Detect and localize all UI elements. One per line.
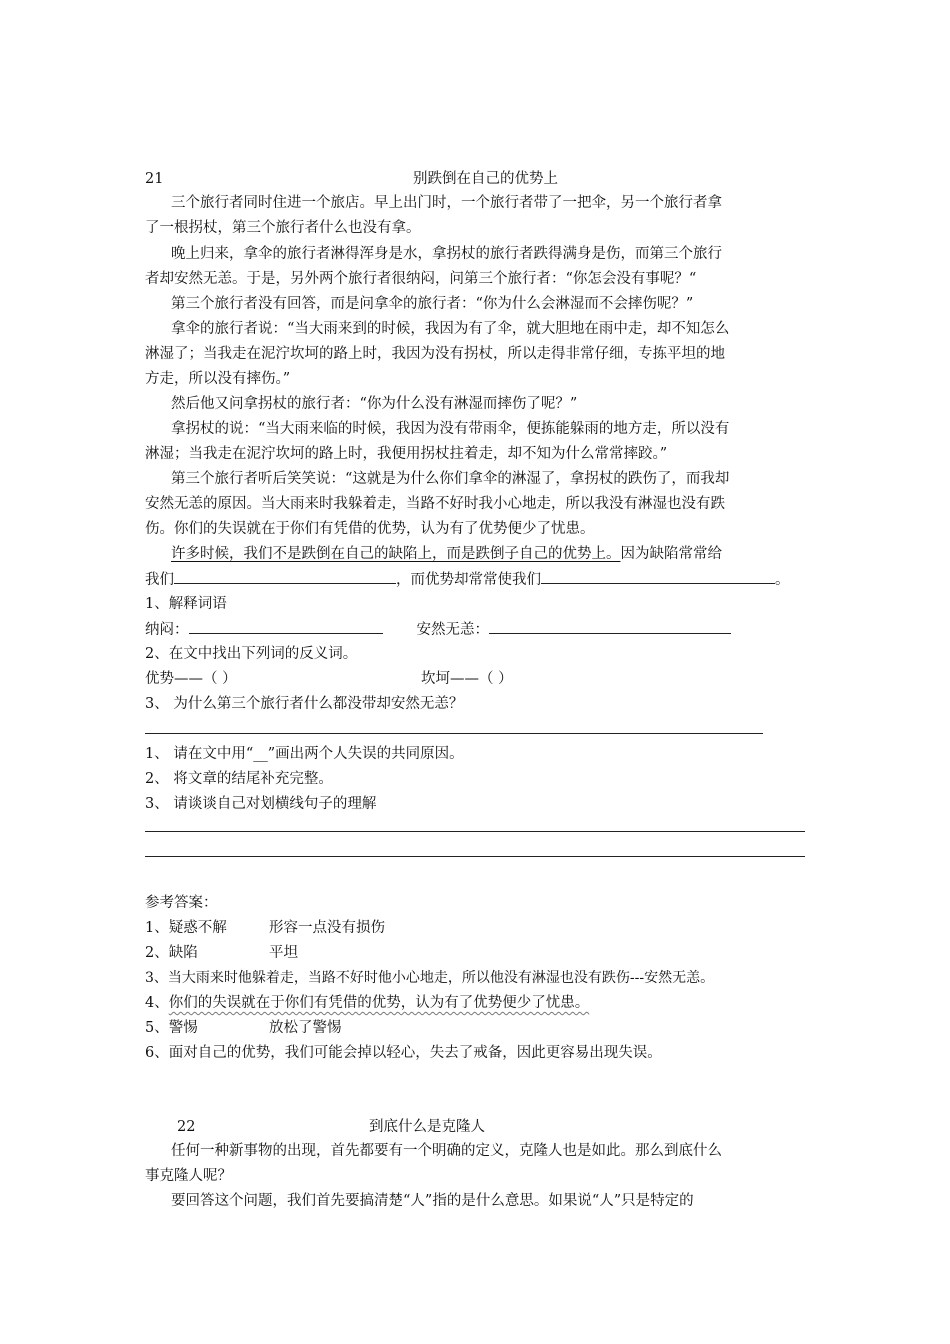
fill-in-blank-line [145, 569, 790, 590]
answer-line-q3[interactable] [145, 733, 763, 734]
answer-4-text: 你们的失误就在于你们有凭借的优势，认为有了优势便少了忧患。 [168, 995, 590, 1011]
article-21-number: 21 [145, 171, 164, 187]
paragraph-line: 第三个旅行者没有回答，而是问拿伞的旅行者：“你为什么会淋湿而不会摔伤呢？” [171, 296, 694, 312]
article-22-number: 22 [177, 1119, 196, 1135]
answer-blank-1[interactable] [174, 569, 396, 584]
question-5: 2、 将文章的结尾补充完整。 [145, 771, 333, 787]
underlined-sentence: 许多时候，我们不是跌倒在自己的缺陷上，而是跌倒子自己的优势上。 [171, 546, 621, 562]
answer-line-q6-2[interactable] [145, 856, 805, 857]
answer-blank-nahmen[interactable] [189, 619, 383, 634]
blank-line-start: 我们 [145, 572, 174, 588]
article-22-title: 到底什么是克隆人 [369, 1119, 485, 1135]
answers-heading: 参考答案： [145, 895, 218, 911]
word-anranwuyang-label: 安然无恙： [416, 622, 489, 638]
answer-blank-2[interactable] [541, 569, 775, 584]
question-6: 3、 请谈谈自己对划横线句子的理解 [145, 796, 377, 812]
question-2-word-2: 坎坷——（ ） [421, 671, 513, 687]
paragraph-line: 要回答这个问题，我们首先要搞清楚“人”指的是什么意思。如果说“人”只是特定的 [171, 1193, 694, 1209]
sentence-tail: 因为缺陷常常给 [620, 546, 722, 562]
answer-5: 5、警惕 [145, 1020, 198, 1036]
answer-2: 2、缺陷 [145, 945, 198, 961]
article-21-title: 别跌倒在自己的优势上 [413, 171, 558, 187]
paragraph-line: 了一根拐杖，第三个旅行者什么也没有拿。 [145, 220, 421, 236]
answer-4 [145, 993, 589, 1013]
paragraph-line: 拿伞的旅行者说：“当大雨来到的时候，我因为有了伞，就大胆地在雨中走，却不知怎么 [171, 321, 730, 337]
paragraph-line: 拿拐杖的说：“当大雨来临的时候，我因为没有带雨伞，便拣能躲雨的地方走，所以没有 [171, 421, 730, 437]
paragraph-line: 淋湿；当我走在泥泞坎坷的路上时，我便用拐杖拄着走，却不知为什么常常摔跤。” [145, 446, 668, 462]
answer-5-second: 放松了警惕 [269, 1020, 342, 1036]
paragraph-line: 安然无恙的原因。当大雨来时我躲着走，当路不好时我小心地走，所以我没有淋湿也没有跌 [145, 496, 725, 512]
answer-1-second: 形容一点没有损伤 [269, 920, 385, 936]
word-nahmen-label: 纳闷： [145, 622, 189, 638]
question-2-title: 2、在文中找出下列词的反义词。 [145, 646, 358, 662]
answer-2-second: 平坦 [269, 945, 298, 961]
paragraph-line: 第三个旅行者听后笑笑说：“这就是为什么你们拿伞的淋湿了，拿拐杖的跌伤了，而我却 [171, 471, 730, 487]
answer-6: 6、面对自己的优势，我们可能会掉以轻心，失去了戒备，因此更容易出现失误。 [145, 1045, 662, 1061]
paragraph-line: 淋湿了；当我走在泥泞坎坷的路上时，我因为没有拐杖，所以走得非常仔细，专拣平坦的地 [145, 346, 725, 362]
question-1-title: 1、解释词语 [145, 596, 227, 612]
underlined-sentence-line [171, 544, 722, 564]
question-2-word-1: 优势——（ ） [145, 671, 237, 687]
paragraph-line: 者却安然无恙。于是，另外两个旅行者很纳闷，问第三个旅行者：“你怎会没有事呢？“ [145, 271, 697, 287]
answer-blank-anranwuyang[interactable] [489, 619, 731, 634]
question-3-title: 3、 为什么第三个旅行者什么都没带却安然无恙？ [145, 696, 464, 712]
answer-3: 3、当大雨来时他躲着走，当路不好时他小心地走，所以他没有淋湿也没有跌伤---安然无恙。 [145, 970, 715, 986]
answer-1: 1、疑惑不解 [145, 920, 227, 936]
paragraph-line: 伤。你们的失误就在于你们有凭借的优势，认为有了优势便少了忧患。 [145, 521, 595, 537]
paragraph-line: 晚上归来，拿伞的旅行者淋得浑身是水，拿拐杖的旅行者跌得满身是伤，而第三个旅行 [171, 246, 722, 262]
answer-4-number: 4、 [145, 995, 169, 1011]
paragraph-line: 三个旅行者同时住进一个旅店。早上出门时，一个旅行者带了一把伞，另一个旅行者拿 [171, 195, 722, 211]
question-4: 1、 请在文中用“__”画出两个人失误的共同原因。 [145, 746, 464, 762]
paragraph-line: 方走，所以没有摔伤。” [145, 371, 291, 387]
paragraph-line: 任何一种新事物的出现，首先都要有一个明确的定义，克隆人也是如此。那么到底什么 [171, 1143, 722, 1159]
blank-line-middle: ，而优势却常常使我们 [396, 572, 541, 588]
blank-line-end: 。 [775, 572, 790, 588]
paragraph-line: 然后他又问拿拐杖的旅行者：“你为什么没有淋湿而摔伤了呢？” [171, 396, 578, 412]
question-1-words [145, 619, 731, 640]
paragraph-line: 事克隆人呢？ [145, 1168, 232, 1184]
answer-line-q6-1[interactable] [145, 831, 805, 832]
